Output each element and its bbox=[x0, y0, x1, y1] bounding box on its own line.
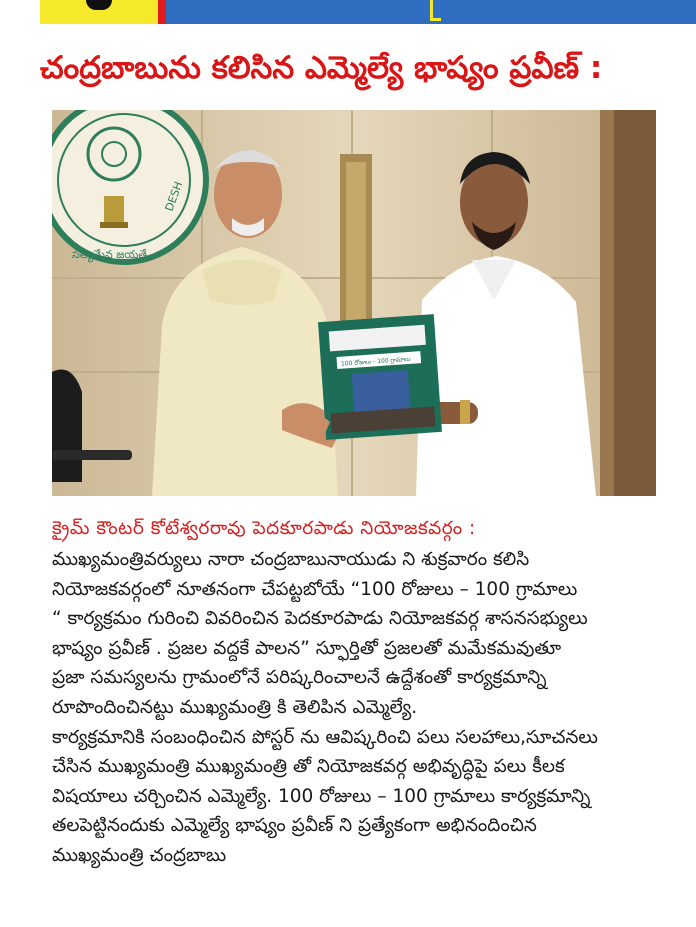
article-body bbox=[52, 545, 666, 871]
body-line: తలపెట్టినందుకు ఎమ్మెల్యే భాష్యం ప్రవీణ్ ని ప్రత్యేకంగా అభినందించిన bbox=[52, 815, 537, 837]
body-line: నియోజకవర్గంలో నూతనంగా చేపట్టబోయే “100 రోజులు – 100 గ్రామాలు bbox=[52, 578, 578, 600]
campaign-poster bbox=[318, 314, 442, 440]
article-headline: చంద్రబాబును కలిసిన ఎమ్మెల్యే భాష్యం ప్రవీణ్ : bbox=[40, 50, 603, 86]
masthead-strip bbox=[0, 0, 696, 28]
body-line: ముఖ్యమంత్రివర్యులు నారా చంద్రబాబునాయుడు ని శుక్రవారం కలిసి bbox=[52, 549, 530, 570]
news-photo bbox=[52, 110, 656, 496]
body-line: రూపొందించినట్టు ముఖ్యమంత్రి కి తెలిపిన ఎమ్మెల్యే. bbox=[52, 696, 418, 718]
body-line: “ కార్యక్రమం గురించి వివరించిన పెదకూరపాడు నియోజకవర్గ శాసనసభ్యులు bbox=[52, 608, 588, 630]
article-byline: క్రైమ్ కౌంటర్ కోటేశ్వరరావు పెదకూరపాడు నియోజకవర్గం : bbox=[52, 518, 476, 539]
body-line: కార్యక్రమానికి సంబంధించిన పోస్టర్ ను ఆవిష్కరించి పలు సలహాలు,సూచనలు bbox=[52, 726, 598, 748]
body-line: చేసిన ముఖ్యమంత్రి ముఖ్యమంత్రి తో నియోజకవర్గ అభివృద్ధిపై పలు కీలక bbox=[52, 756, 565, 778]
masthead-red-divider bbox=[158, 0, 166, 24]
emblem-ring-text: DESH bbox=[162, 179, 186, 214]
body-line: ముఖ్యమంత్రి చంద్రబాబు bbox=[52, 844, 227, 866]
masthead-mark bbox=[430, 0, 441, 21]
body-line: విషయాలు చర్చించిన ఎమ్మెల్యే. 100 రోజులు – 100 గ్రామాలు కార్యక్రమాన్ని bbox=[52, 785, 591, 807]
body-line: ప్రజా సమస్యలను గ్రామంలోనే పరిష్కరించాలనే ఉద్దేశంతో కార్యక్రమాన్ని bbox=[52, 667, 547, 689]
body-line: భాష్యం ప్రవీణ్ . ప్రజల వద్దకే పాలన” స్ఫూర్తితో ప్రజలతో మమేకమవుతూ bbox=[52, 637, 562, 659]
poster-title: 100 రోజులు - 100 గ్రామాలు bbox=[340, 355, 411, 368]
emblem-motto: సత్యమేవ జయతే bbox=[72, 248, 147, 261]
